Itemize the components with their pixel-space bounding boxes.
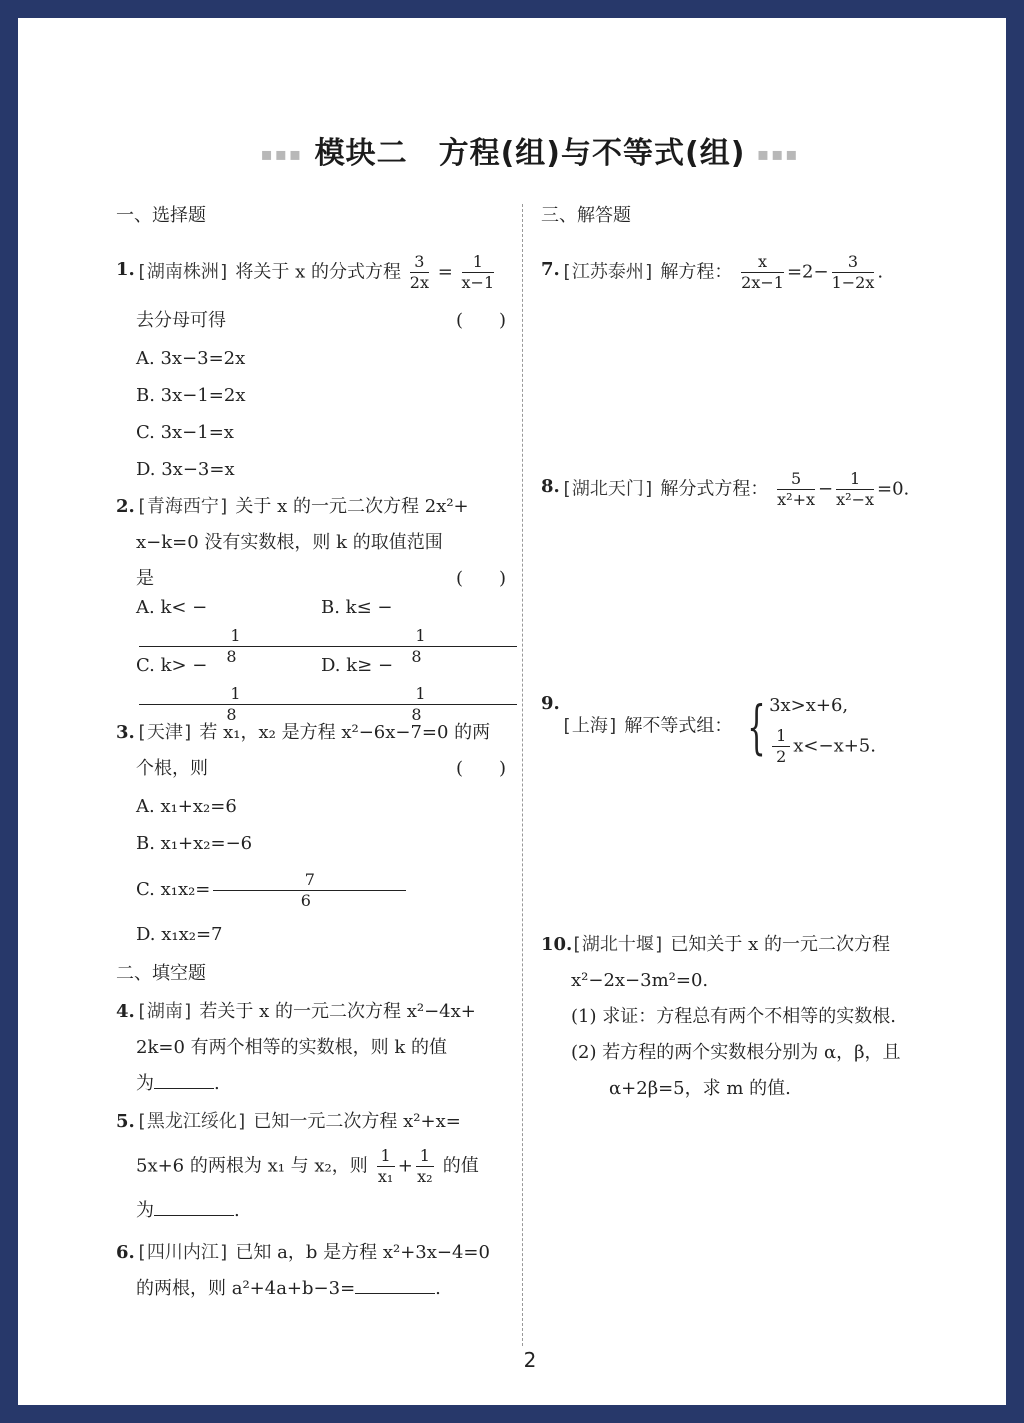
question-6 [116,1235,506,1307]
q9-inequality-system: { 3x>x+6, $\frac{1}{2}$ x<−x+5. [738,686,876,767]
page-title [36,128,1024,172]
q2-option-b: B. k≤ − $\frac{1}{8}$ [321,590,506,667]
q10-line2: x²−2x−3m²=0. [571,970,709,991]
q1-text: 将关于 x 的分式方程 [235,261,402,283]
q5-source: [黑龙江绥化] [136,1111,248,1132]
q4-line3: 为 . [136,1066,506,1102]
q1-option-b: B. 3x−1=2x [136,385,246,406]
q3-text: 若 x₁，x₂ 是方程 x²−6x−7=0 的两 [199,722,491,743]
q2-option-a: A. k< − $\frac{1}{8}$ [136,590,321,667]
q8-fraction-2: $\frac{1}{\text{x²−x}}$ [836,469,874,509]
title-dots-right: ▪▪▪ [756,144,800,165]
left-column [116,196,506,1309]
q6-number: 6. [116,1242,135,1263]
q2-text: 关于 x 的一元二次方程 2x²+ [235,496,469,517]
right-column [541,196,961,1109]
question-10 [541,927,961,1107]
q8-source: [湖北天门] [561,478,655,500]
q1-number: 1. [116,259,135,280]
q5-line2: 5x+6 的两根为 x₁ 与 x₂，则 $\frac{1}{\text{x₁}}$ + $\frac{1}{\text{x₂}}$ 的值 [136,1146,479,1186]
page [36,36,1024,1423]
title-dots-left: ▪▪▪ [260,144,304,165]
q2-number: 2. [116,496,135,517]
q2-options-cd [116,654,506,724]
section-fill: 二、填空题 [116,963,206,984]
question-1 [116,252,506,339]
q4-line2: 2k=0 有两个相等的实数根，则 k 的值 [136,1037,447,1058]
q7-text: 解方程： [660,261,733,283]
q7-number: 7. [541,259,560,280]
section-answer: 三、解答题 [541,205,631,226]
title-text: 模块二 方程(组)与不等式(组) [314,136,746,171]
q1-option-d: D. 3x−3=x [136,459,235,480]
q3-option-a: A. x₁+x₂=6 [136,796,237,817]
q4-text: 若关于 x 的一元二次方程 x²−4x+ [199,1001,476,1022]
q3-line2: 个根，则 [136,758,208,779]
q8-text: 解分式方程： [660,478,769,500]
question-5 [116,1104,506,1229]
q9-ineq-2: $\frac{1}{2}$ x<−x+5. [769,726,876,767]
q3-source: [天津] [136,722,194,743]
q1-fraction-2: $\frac{1}{x-1}$ [461,252,495,292]
q9-text: 解不等式组： [624,715,733,737]
question-2 [116,489,506,597]
q1-answer-paren: ( ) [455,310,506,331]
q9-number: 9. [541,693,560,714]
q1-equals: = [437,261,453,283]
q3-option-c: C. x₁x₂= $\frac{7}{6}$ [116,863,506,917]
q7-source: [江苏泰州] [561,261,655,283]
q7-mid: =2− [786,261,829,283]
column-divider [522,204,523,1346]
q2-option-c: C. k> − $\frac{1}{8}$ [136,648,321,725]
q10-number: 10. [541,934,573,955]
q10-part1: (1) 求证：方程总有两个不相等的实数根. [571,1006,896,1027]
page-number: 2 [523,1348,537,1372]
q6-answer-blank [355,1275,435,1294]
q5-line3: 为 . [136,1193,506,1229]
q8-number: 8. [541,476,560,497]
q6-text: 已知 a，b 是方程 x²+3x−4=0 [235,1242,490,1263]
q6-line2: 的两根，则 a²+4a+b−3= . [136,1271,506,1307]
q9-ineq-1: 3x>x+6, [769,695,849,716]
q1-line2: 去分母可得 [136,310,226,331]
q4-source: [湖南] [136,1001,194,1022]
q3-answer-paren: ( ) [455,758,506,779]
q10-text: 已知关于 x 的一元二次方程 [670,934,891,955]
question-3 [116,715,506,787]
q3-option-b: B. x₁+x₂=−6 [136,833,253,854]
q9-source: [上海] [561,715,619,737]
question-4 [116,994,506,1102]
q1-fraction-1: $\frac{3}{2x}$ [409,252,429,292]
q2-line3: 是 [136,568,154,589]
q10-part2: (2) 若方程的两个实数根分别为 α，β，且 [571,1042,901,1063]
q2-source: [青海西宁] [136,496,230,517]
q4-number: 4. [116,1001,135,1022]
q3-option-d: D. x₁x₂=7 [136,924,223,945]
q3-number: 3. [116,722,135,743]
question-8: 8. [湖北天门] 解分式方程： $\frac{5}{\text{x²+x}}$ − $\frac{1}{\text{x²−x}}$ =0. [541,469,910,509]
q8-fraction-1: $\frac{5}{\text{x²+x}}$ [777,469,816,509]
q6-source: [四川内江] [136,1242,230,1263]
section-choice: 一、选择题 [116,205,206,226]
q2-line2: x−k=0 没有实数根，则 k 的取值范围 [136,532,443,553]
q1-option-a: A. 3x−3=2x [136,348,246,369]
q10-source: [湖北十堰] [571,934,665,955]
q10-part2b: α+2β=5，求 m 的值. [609,1078,791,1099]
q5-answer-blank [154,1197,234,1216]
q5-number: 5. [116,1111,135,1132]
q2-option-d: D. k≥ − $\frac{1}{8}$ [321,648,506,725]
q5-text: 已知一元二次方程 x²+x= [253,1111,461,1132]
q4-answer-blank [154,1070,214,1089]
q7-fraction-1: $\frac{x}{2x-1}$ [741,252,784,292]
q7-fraction-2: $\frac{3}{1-2x}$ [831,252,875,292]
question-9 [541,686,961,767]
q1-option-c: C. 3x−1=x [136,422,234,443]
q1-source: [湖南株洲] [136,261,230,283]
q2-answer-paren: ( ) [455,568,506,589]
question-7: 7. [江苏泰州] 解方程： $\frac{x}{2x-1}$ =2− $\frac{3}{1-2x}$ . [541,252,884,292]
